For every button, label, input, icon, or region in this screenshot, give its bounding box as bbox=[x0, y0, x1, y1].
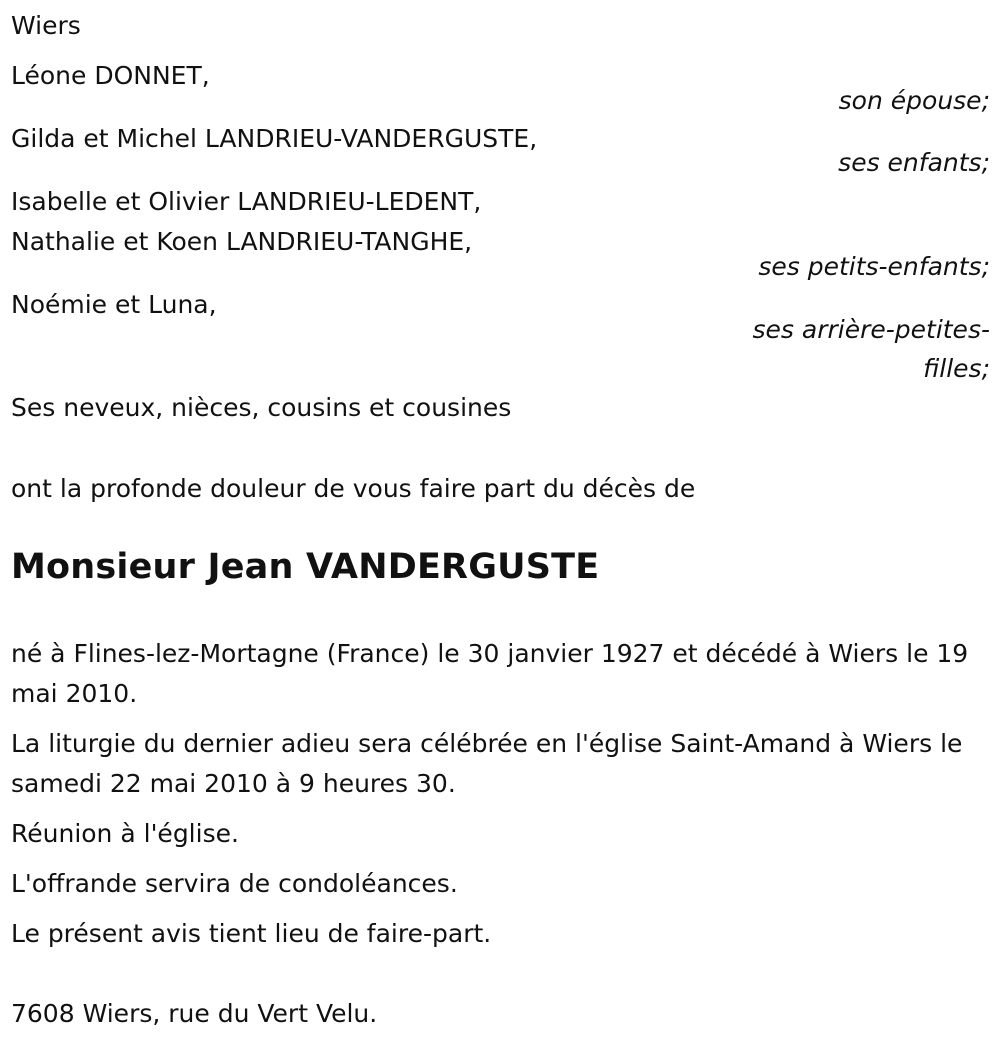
meeting-text: Réunion à l'église. bbox=[11, 819, 239, 848]
birth-death-text: né à Flines-lez-Mortagne (France) le 30 janvier 1927 et décédé à Wiers le 19 mai 2010. bbox=[11, 639, 969, 708]
relation-great-grandchildren-line1: ses arrière-petites- bbox=[752, 315, 990, 344]
family-names-children: Gilda et Michel LANDRIEU-VANDERGUSTE, bbox=[11, 124, 538, 153]
relation-children: ses enfants; bbox=[838, 148, 990, 177]
relation-grandchildren: ses petits-enfants; bbox=[758, 252, 990, 281]
offering-text: L'offrande servira de condoléances. bbox=[11, 869, 458, 898]
family-names-grandchildren-2: Nathalie et Koen LANDRIEU-TANGHE, bbox=[11, 227, 473, 256]
address-text: 7608 Wiers, rue du Vert Velu. bbox=[11, 999, 378, 1028]
relation-great-grandchildren-line2: filles; bbox=[923, 354, 990, 383]
liturgy-text: La liturgie du dernier adieu sera célébrée en l'église Saint-Amand à Wiers le samedi 22 mai 2010 à 9 heures 30. bbox=[11, 729, 963, 798]
family-names-extended: Ses neveux, nièces, cousins et cousines bbox=[11, 393, 512, 422]
relation-spouse: son épouse; bbox=[838, 86, 990, 115]
family-names-grandchildren-1: Isabelle et Olivier LANDRIEU-LEDENT, bbox=[11, 187, 482, 216]
notice-text: Le présent avis tient lieu de faire-part. bbox=[11, 919, 492, 948]
place-header: Wiers bbox=[11, 11, 81, 40]
announcement-text: ont la profonde douleur de vous faire part du décès de bbox=[11, 474, 696, 503]
deceased-name: Monsieur Jean VANDERGUSTE bbox=[11, 547, 600, 587]
family-names-great-grandchildren: Noémie et Luna, bbox=[11, 290, 217, 319]
family-names-spouse: Léone DONNET, bbox=[11, 61, 210, 90]
